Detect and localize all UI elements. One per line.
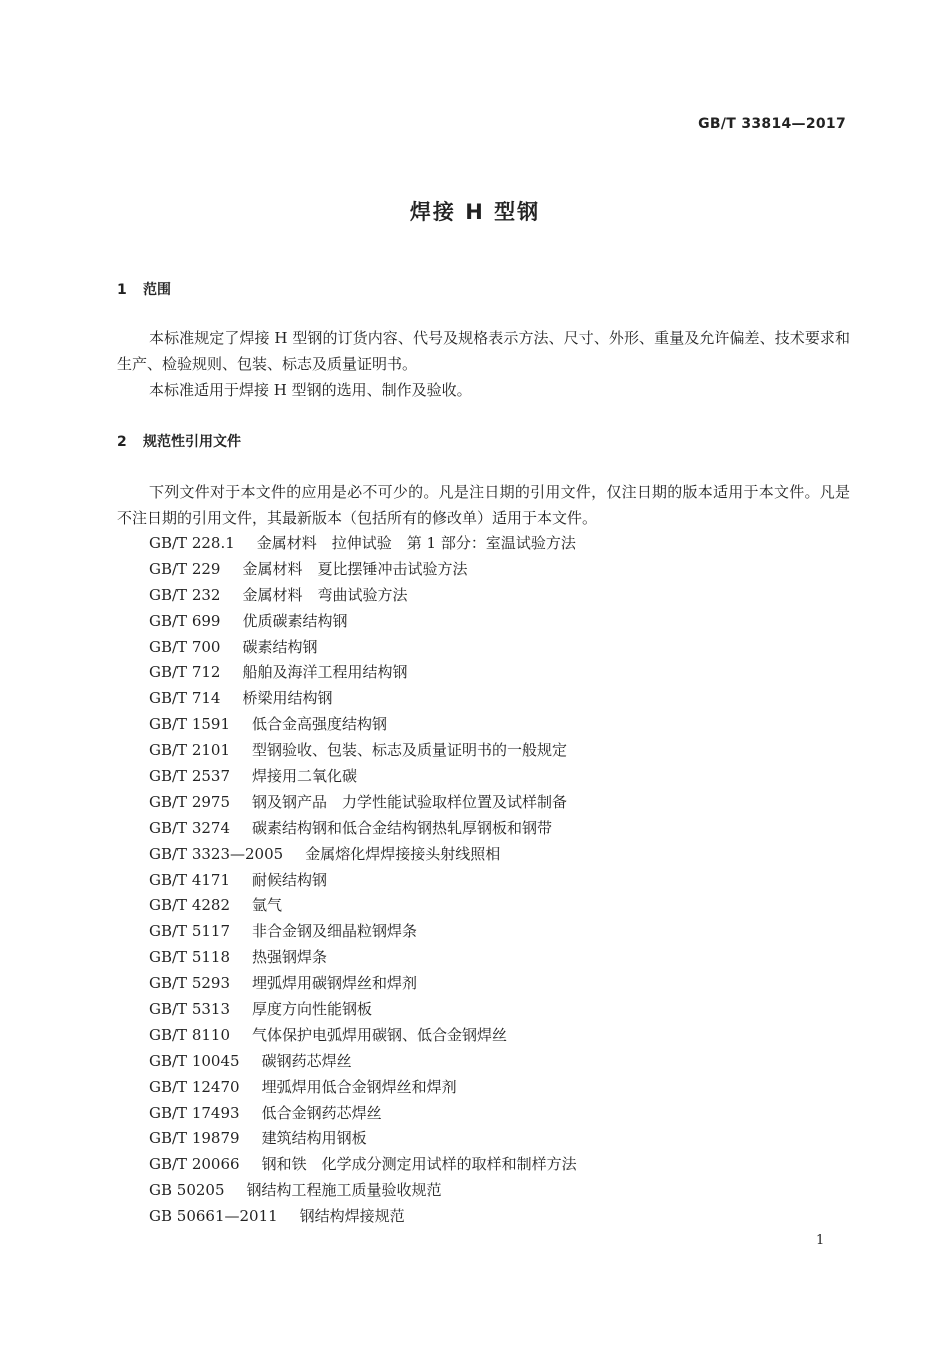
document-title: 焊接 H 型钢 [409, 200, 541, 224]
reference-item [149, 686, 577, 712]
reference-code: GB/T 8110 [149, 1025, 231, 1044]
reference-list [149, 531, 577, 1230]
reference-code: GB/T 5313 [149, 1000, 231, 1019]
reference-item [149, 842, 577, 868]
reference-code: GB/T 228.1 [149, 534, 235, 552]
reference-item [149, 868, 577, 894]
reference-title: 焊接用二氧化碳 [252, 767, 358, 786]
reference-code: GB/T 2537 [149, 767, 231, 786]
reference-code: GB/T 714 [149, 689, 221, 708]
reference-title: 钢及钢产品 力学性能试验取样位置及试样制备 [252, 792, 568, 811]
reference-title: 金属材料 弯曲试验方法 [242, 585, 408, 604]
reference-title: 金属材料 拉伸试验 第 1 部分：室温试验方法 [256, 534, 576, 552]
reference-item [149, 1075, 577, 1101]
reference-item [149, 583, 577, 609]
reference-code: GB/T 5117 [149, 922, 231, 941]
reference-item [149, 531, 577, 557]
reference-code: GB/T 2975 [149, 792, 231, 811]
section-2-heading [117, 431, 241, 451]
reference-code: GB 50205 [149, 1181, 225, 1200]
reference-title: 氩气 [252, 896, 283, 915]
reference-code: GB/T 5293 [149, 974, 231, 993]
section-title: 规范性引用文件 [143, 434, 241, 450]
reference-code: GB/T 3274 [149, 818, 231, 837]
reference-title: 碳素结构钢 [242, 637, 318, 656]
reference-title: 热强钢焊条 [252, 948, 328, 967]
section-number: 1 [117, 282, 127, 298]
reference-code: GB/T 2101 [149, 741, 231, 760]
reference-title: 碳钢药芯焊丝 [261, 1051, 352, 1070]
reference-item [149, 557, 577, 583]
page-number: 1 [816, 1233, 825, 1248]
reference-code: GB/T 229 [149, 559, 221, 578]
reference-title: 厚度方向性能钢板 [252, 1000, 373, 1019]
reference-item [149, 1049, 577, 1075]
reference-code: GB/T 712 [149, 663, 221, 682]
reference-item [149, 997, 577, 1023]
reference-title: 桥梁用结构钢 [242, 689, 333, 708]
reference-item [149, 635, 577, 661]
reference-title: 低合金高强度结构钢 [252, 715, 388, 734]
section-1-heading [117, 279, 171, 299]
reference-title: 钢结构工程施工质量验收规范 [246, 1181, 442, 1200]
standard-code: GB/T 33814—2017 [698, 116, 846, 132]
reference-code: GB 50661—2011 [149, 1207, 278, 1226]
reference-title: 埋弧焊用碳钢焊丝和焊剂 [252, 974, 418, 993]
reference-item [149, 816, 577, 842]
reference-title: 金属材料 夏比摆锤冲击试验方法 [242, 559, 468, 578]
reference-item [149, 764, 577, 790]
reference-item [149, 790, 577, 816]
section-title: 范围 [143, 282, 171, 298]
reference-item [149, 1126, 577, 1152]
reference-code: GB/T 20066 [149, 1155, 240, 1174]
reference-code: GB/T 699 [149, 611, 221, 630]
reference-title: 型钢验收、包装、标志及质量证明书的一般规定 [252, 741, 568, 760]
reference-code: GB/T 700 [149, 637, 221, 656]
reference-title: 钢结构焊接规范 [299, 1207, 405, 1226]
reference-item [149, 1023, 577, 1049]
section-1-paragraph-2: 本标准适用于焊接 H 型钢的选用、制作及验收。 [149, 381, 472, 399]
reference-title: 金属熔化焊焊接接头射线照相 [305, 844, 501, 863]
reference-code: GB/T 17493 [149, 1103, 240, 1122]
reference-item [149, 1152, 577, 1178]
reference-title: 建筑结构用钢板 [261, 1129, 367, 1148]
section-number: 2 [117, 434, 127, 450]
reference-title: 埋弧焊用低合金钢焊丝和焊剂 [261, 1077, 457, 1096]
reference-item [149, 712, 577, 738]
reference-title: 钢和铁 化学成分测定用试样的取样和制样方法 [261, 1155, 577, 1174]
reference-title: 耐候结构钢 [252, 870, 328, 889]
reference-title: 非合金钢及细晶粒钢焊条 [252, 922, 418, 941]
reference-code: GB/T 1591 [149, 715, 231, 734]
reference-item [149, 660, 577, 686]
reference-item [149, 1178, 577, 1204]
reference-item [149, 971, 577, 997]
reference-code: GB/T 4282 [149, 896, 231, 915]
reference-title: 低合金钢药芯焊丝 [261, 1103, 382, 1122]
reference-item [149, 609, 577, 635]
reference-title: 优质碳素结构钢 [242, 611, 348, 630]
reference-title: 碳素结构钢和低合金结构钢热轧厚钢板和钢带 [252, 818, 553, 837]
reference-item [149, 1204, 577, 1230]
section-2-paragraph-1: 下列文件对于本文件的应用是必不可少的。凡是注日期的引用文件，仅注日期的版本适用于本文件。凡是不注日期的引用文件，其最新版本（包括所有的修改单）适用于本文件。 [117, 483, 850, 527]
reference-code: GB/T 232 [149, 585, 221, 604]
reference-title: 船舶及海洋工程用结构钢 [242, 663, 408, 682]
section-1-paragraph-1: 本标准规定了焊接 H 型钢的订货内容、代号及规格表示方法、尺寸、外形、重量及允许偏差、技术要求和生产、检验规则、包装、标志及质量证明书。 [117, 329, 850, 373]
reference-code: GB/T 3323—2005 [149, 844, 284, 863]
reference-code: GB/T 10045 [149, 1051, 240, 1070]
reference-code: GB/T 4171 [149, 870, 231, 889]
reference-item [149, 738, 577, 764]
reference-item [149, 945, 577, 971]
reference-item [149, 919, 577, 945]
reference-item [149, 893, 577, 919]
reference-item [149, 1101, 577, 1127]
reference-code: GB/T 12470 [149, 1077, 240, 1096]
reference-code: GB/T 19879 [149, 1129, 240, 1148]
reference-code: GB/T 5118 [149, 948, 231, 967]
reference-title: 气体保护电弧焊用碳钢、低合金钢焊丝 [252, 1025, 508, 1044]
